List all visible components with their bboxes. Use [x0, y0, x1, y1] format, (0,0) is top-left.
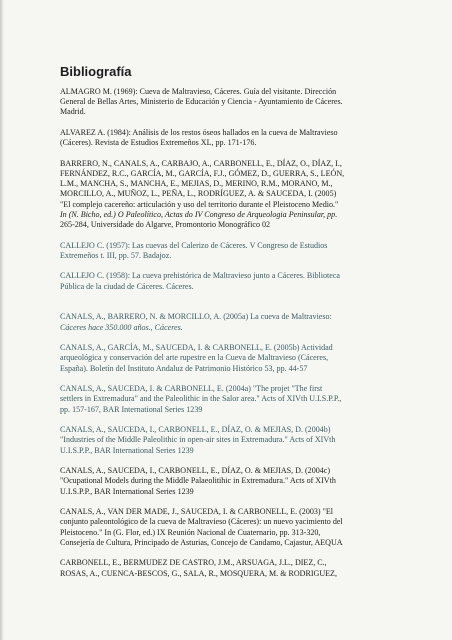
entry-line: España). Boletín del Instituto Andaluz de Patrimonio Histórico 53, pp. 44-57 [60, 363, 308, 373]
entry-line: CANALS, A., GARCÍA, M., SAUCEDA, I. & CARBONELL, E. (2005b) Actividad [60, 343, 333, 353]
entry-line: 265-284, Universidade do Algarve, Promontorio Monográfico 02 [60, 220, 271, 230]
entry-line: Cáceres hace 350.000 años., Cáceres. [60, 322, 183, 332]
entry-line: Madrid. [60, 107, 86, 117]
entry-line: "Ocupational Models during the Middle Palaeolitihic in Extremadura." Acts of XIVth [60, 476, 336, 486]
entry-line: MORCILLO, A., MUÑOZ, L., PEÑA, L., RODRÍGUEZ, A. & SAUCEDA, I. (2005) [60, 189, 337, 199]
entry-line: Pública de la ciudad de Cáceres. Cáceres. [60, 281, 194, 291]
entry-line: ROSAS, A., CUENCA-BESCOS, G., SALA, R., MOSQUERA, M. & RODRIGUEZ, [60, 568, 337, 578]
bibliography-entry [60, 312, 404, 332]
bibliography-entry [60, 507, 404, 548]
entry-line: U.I.S.P.P., BAR International Series 1239 [60, 486, 194, 496]
entry-line: CANALS, A., SAUCEDA, I. & CARBONELL, E. (2004a) "The projet "The first [60, 384, 323, 394]
bibliography-entry [60, 241, 404, 261]
entry-line: pp. 157-167, BAR International Series 1239 [60, 404, 203, 414]
entry-line: CARBONELL, E., BERMUDEZ DE CASTRO, J.M., ARSUAGA, J.L., DIEZ, C., [60, 558, 327, 568]
entry-line: (Cáceres). Revista de Estudios Extremeños XL, pp. 171-176. [60, 138, 257, 148]
entry-line: Extremeños t. III, pp. 57. Badajoz. [60, 250, 172, 260]
bibliography-list [60, 87, 404, 579]
page-edge-shadow [0, 0, 4, 640]
entry-line: BARRERO, N., CANALS, A., CARBAJO, A., CARBONELL, E., DÍAZ, O., DÍAZ, I., [60, 158, 342, 168]
entry-line: U.I.S.P.P., BAR International Series 1239 [60, 445, 194, 455]
entry-line: In (N. Bicho, ed.) O Paleolítico, Actas do IV Congreso de Arqueologia Peninsular, pp. [60, 209, 338, 219]
bibliography-entry [60, 558, 404, 578]
entry-line: CANALS, A., BARRERO, N. & MORCILLO, A. (2005a) La cueva de Maltravieso: [60, 312, 332, 322]
entry-line: arqueológica y conservación del arte rupestre en la Cueva de Maltravieso (Cáceres, [60, 353, 329, 363]
bibliography-entry [60, 343, 404, 374]
entry-line: settlers in Extremadura" and the Paleolithic in the Salor area." Acts of XIVth U.I.S.P.P., [60, 394, 342, 404]
entry-line: "El complejo cacereño: articulación y uso del territorio durante el Pleistoceno Medio." [60, 199, 339, 209]
bibliography-entry [60, 466, 404, 497]
bibliography-entry [60, 159, 404, 230]
entry-line: ALVAREZ A. (1984): Análisis de los restos óseos hallados en la cueva de Maltravieso [60, 128, 338, 137]
entry-line: Pleistoceno." In (G. Flor, ed.) IX Reunión Nacional de Cuaternario, pp. 313-320, [60, 527, 321, 537]
bibliography-entry [60, 425, 404, 456]
entry-line: General de Bellas Artes, Ministerio de Educación y Ciencia - Ayuntamiento de Cáceres. [60, 97, 343, 107]
entry-line: FERNÁNDEZ, R.C., GARCÍA, M., GARCÍA, F.J., GÓMEZ, D., GUERRA, S., LEÓN, [60, 169, 345, 178]
entry-line: CALLEJO C. (1957): Las cuevas del Calerizo de Cáceres. V Congreso de Estudios [60, 240, 328, 250]
entry-line: CANALS, A., SAUCEDA, I., CARBONELL, E., DÍAZ, O. & MEJIAS, D. (2004c) [60, 466, 331, 476]
bibliography-entry [60, 384, 404, 415]
entry-line: L.M., MANCHA, S., MANCHA, E., MEJIAS, D., MERINO, R.M., MORANO, M., [60, 179, 333, 189]
entry-line: conjunto paleontológico de la cueva de Maltravieso (Cáceres): un nuevo yacimiento del [60, 517, 343, 527]
entry-line: CANALS, A., VAN DER MADE, J., SAUCEDA, I. & CARBONELL, E. (2003) "El [60, 507, 334, 517]
entry-line: CALLEJO C. (1958): La cueva prehistórica de Maltravieso junto a Cáceres. Biblioteca [60, 271, 340, 281]
entry-line: "Industries of the Middle Paleolithic in open-air sites in Extremadura." Acts of XIVth [60, 435, 336, 445]
page-title: Bibliografía [60, 64, 132, 79]
bibliography-entry [60, 128, 404, 148]
entry-line: CANALS, A., SAUCEDA, I., CARBONELL, E., DÍAZ, O. & MEJIAS, D. (2004b) [60, 425, 331, 435]
entry-line: ALMAGRO M. (1969): Cueva de Maltravieso, Cáceres. Guía del visitante. Dirección [60, 87, 337, 96]
bibliography-entry [60, 271, 404, 291]
bibliography-entry [60, 87, 404, 118]
entry-line: Consejería de Cultura, Principado de Asturias, Concejo de Candamo, Cajastur, AEQUA [60, 537, 343, 547]
